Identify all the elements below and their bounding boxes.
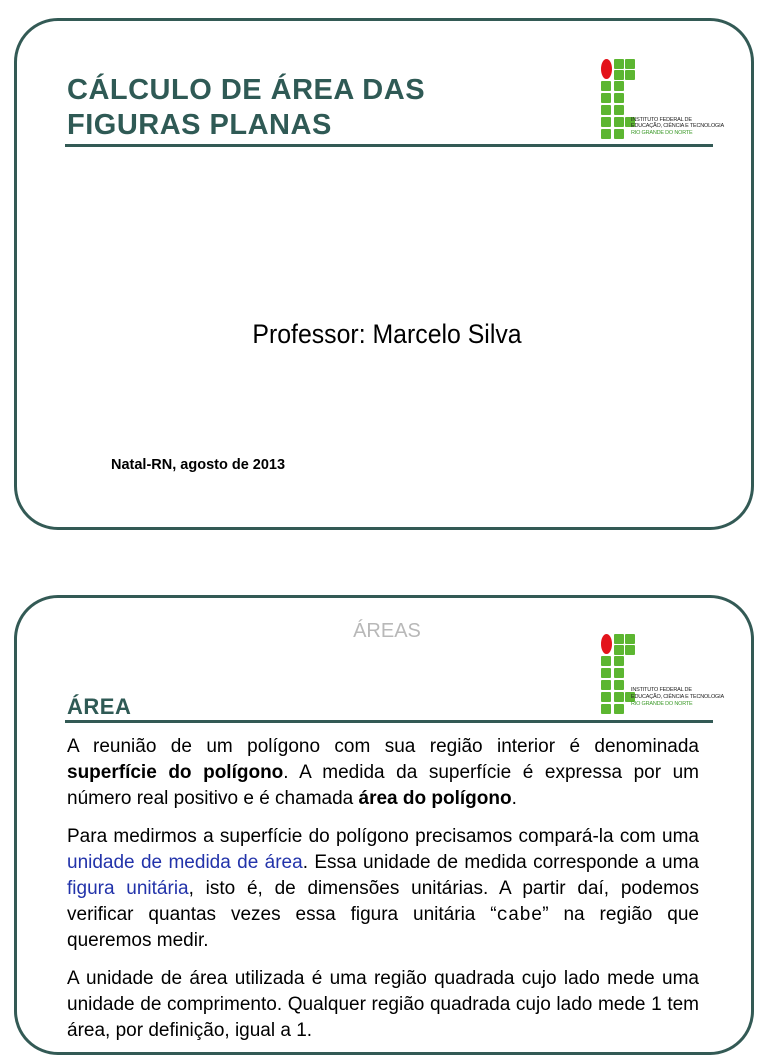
logo-red-circle <box>601 634 612 654</box>
heading-rule <box>65 720 713 723</box>
logo-text-2: EDUCAÇÃO, CIÊNCIA E TECNOLOGIA <box>631 694 724 700</box>
logo-red-circle <box>601 59 612 79</box>
title-rule <box>65 144 713 147</box>
slide-title <box>67 73 425 143</box>
section-header: ÁREAS <box>353 620 421 642</box>
term-superficie: superfície do polígono <box>67 762 284 783</box>
logo-text-2: EDUCAÇÃO, CIÊNCIA E TECNOLOGIA <box>631 123 724 129</box>
paragraph-1: A reunião de um polígono com sua região interior é denominada superfície do polígono. A medida da superfície é expressa por um número real positivo e é chamada área do polígono. <box>67 736 699 809</box>
area-heading: ÁREA <box>67 694 132 719</box>
ifrn-logo <box>597 632 737 722</box>
slide-body <box>67 734 699 1056</box>
term-area: área do polígono <box>358 788 512 809</box>
logo-text-3: RIO GRANDE DO NORTE <box>631 701 693 707</box>
ifrn-logo <box>597 57 737 147</box>
logo-text-3: RIO GRANDE DO NORTE <box>631 130 693 136</box>
content-slide <box>14 595 754 1055</box>
title-line-2: FIGURAS PLANAS <box>67 109 332 141</box>
place-date: Natal-RN, agosto de 2013 <box>111 457 286 473</box>
paragraph-3: A unidade de área utilizada é uma região quadrada cujo lado mede uma unidade de comprimento. Qualquer região quadrada cujo lado mede 1 tem área, por definição, igual a 1. <box>67 968 699 1041</box>
title-line-1: CÁLCULO DE ÁREA DAS <box>67 74 426 106</box>
term-unidade-medida: unidade de medida de área <box>67 852 303 873</box>
term-cabe: cabe <box>496 904 543 926</box>
logo-text-1: INSTITUTO FEDERAL DE <box>631 687 692 693</box>
professor-name: Professor: Marcelo Silva <box>252 319 522 349</box>
logo-text-1: INSTITUTO FEDERAL DE <box>631 117 692 123</box>
paragraph-2: Para medirmos a superfície do polígono precisamos compará-la com uma unidade de medida de área. Essa unidade de medida corresponde a uma figura unitária, isto é, de dimensões unitárias. A partir daí, podemos verificar quantas vezes essa figura unitária “cabe” na região que queremos medir. <box>67 826 699 951</box>
title-slide <box>14 18 754 530</box>
term-figura-unitaria: figura unitária <box>67 878 189 899</box>
